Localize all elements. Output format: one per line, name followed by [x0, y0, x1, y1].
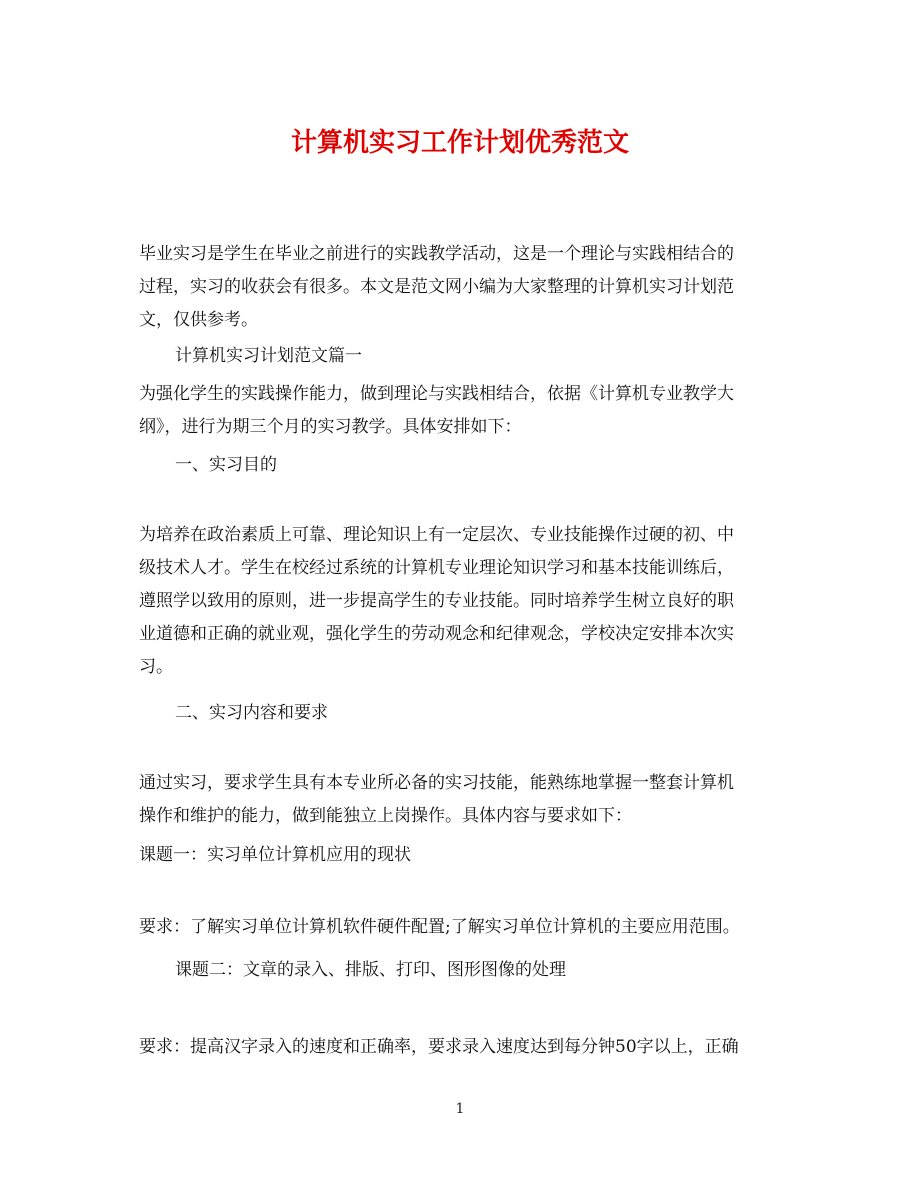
- goal-line-1: 为培养在政治素质上可靠、理论知识上有一定层次、专业技能操作过硬的初、中: [139, 525, 734, 545]
- topic-two: 课题二：文章的录入、排版、打印、图形图像的处理: [175, 960, 566, 980]
- section-title-block: [139, 340, 781, 373]
- content-line-1: 通过实习，要求学生具有本专业所必备的实习技能，能熟练地掌握一整套计算机: [139, 773, 734, 793]
- intro-paragraph: [139, 238, 781, 337]
- content-paragraph: [139, 767, 781, 833]
- requirement-one-block: [139, 911, 781, 944]
- requirement-two-block: [139, 1031, 781, 1064]
- intro-line-3: 文，仅供参考。: [139, 310, 258, 330]
- heading-one-block: [139, 449, 781, 482]
- heading-two: 二、实习内容和要求: [175, 703, 328, 723]
- content-line-2: 操作和维护的能力，做到能独立上岗操作。具体内容与要求如下：: [139, 806, 632, 826]
- heading-one: 一、实习目的: [175, 455, 277, 475]
- intro-line-2: 过程，实习的收获会有很多。本文是范文网小编为大家整理的计算机实习计划范: [139, 277, 734, 297]
- heading-two-block: [139, 697, 781, 730]
- requirement-one: 要求：了解实习单位计算机软件硬件配置;了解实习单位计算机的主要应用范围。: [139, 917, 740, 937]
- purpose-intro-line-1: 为强化学生的实践操作能力，做到理论与实践相结合，依据《计算机专业教学大: [139, 384, 734, 404]
- goal-paragraph: [139, 519, 781, 684]
- purpose-intro-line-2: 纲》，进行为期三个月的实习教学。具体安排如下：: [139, 417, 522, 437]
- requirement-two: 要求：提高汉字录入的速度和正确率，要求录入速度达到每分钟50字以上，正确: [139, 1037, 739, 1057]
- goal-line-2: 级技术人才。学生在校经过系统的计算机专业理论知识学习和基本技能训练后，: [139, 558, 734, 578]
- section-title: 计算机实习计划范文篇一: [175, 346, 362, 366]
- purpose-intro-paragraph: [139, 378, 781, 444]
- goal-line-3: 遵照学以致用的原则，进一步提高学生的专业技能。同时培养学生树立良好的职: [139, 591, 734, 611]
- topic-two-block: [139, 954, 781, 987]
- document-title: 计算机实习工作计划优秀范文: [290, 128, 629, 158]
- intro-line-1: 毕业实习是学生在毕业之前进行的实践教学活动，这是一个理论与实践相结合的: [139, 244, 734, 264]
- goal-line-5: 习。: [139, 657, 173, 677]
- goal-line-4: 业道德和正确的就业观，强化学生的劳动观念和纪律观念，学校决定安排本次实: [139, 624, 734, 644]
- topic-one: 课题一：实习单位计算机应用的现状: [139, 845, 411, 865]
- page-number: 1: [455, 1101, 465, 1117]
- topic-one-block: [139, 839, 781, 872]
